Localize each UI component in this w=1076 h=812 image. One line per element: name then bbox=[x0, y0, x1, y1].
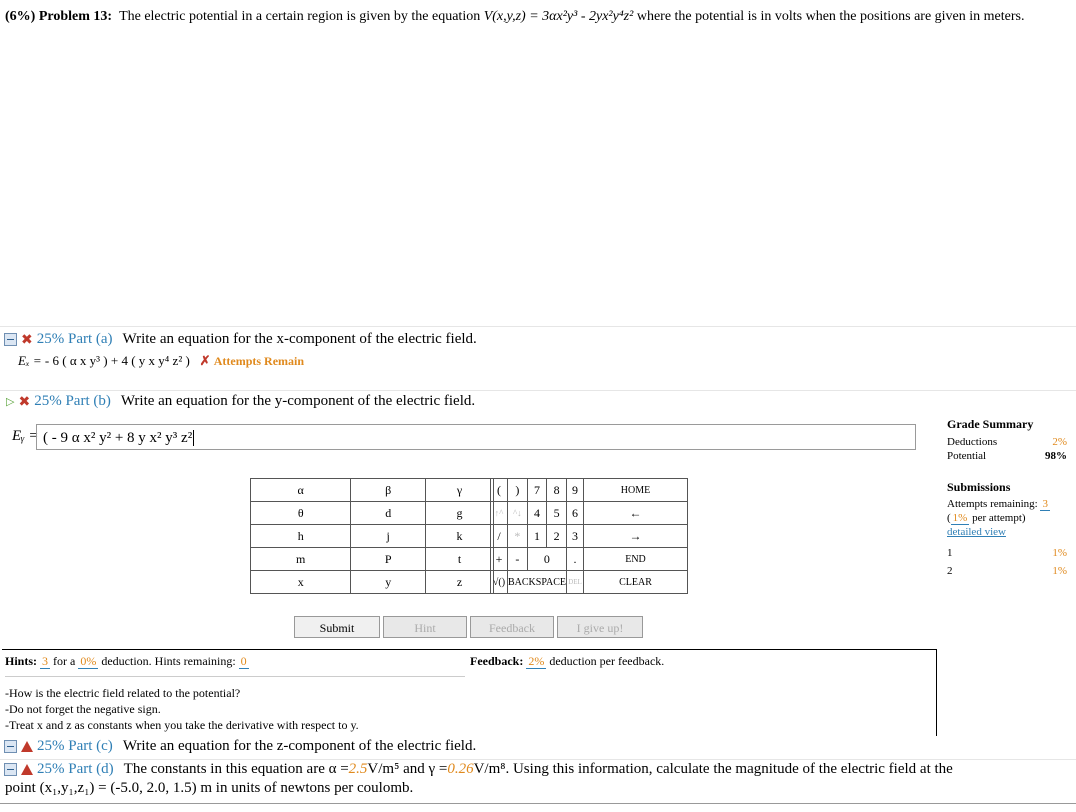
key-2[interactable]: 2 bbox=[547, 525, 567, 548]
feedback-summary bbox=[470, 654, 664, 669]
collapse-icon[interactable] bbox=[4, 333, 17, 346]
hints-list bbox=[5, 685, 359, 733]
warning-icon bbox=[21, 741, 33, 752]
submission-number: 1 bbox=[947, 547, 953, 559]
key-y[interactable]: y bbox=[351, 571, 426, 594]
key-theta[interactable]: θ bbox=[251, 502, 351, 525]
collapse-icon[interactable] bbox=[4, 740, 17, 753]
part-d-text4: point (x₁,y₁,z₁) = (-5.0, 2.0, 1.5) m in units of newtons per coulomb. bbox=[5, 780, 414, 796]
submission-number: 2 bbox=[947, 565, 953, 577]
part-c-text: Write an equation for the z-component of the electric field. bbox=[122, 738, 477, 754]
key-j[interactable]: j bbox=[351, 525, 426, 548]
part-c-title[interactable]: 25% Part (c) bbox=[37, 738, 113, 754]
per-attempt-suffix: per attempt) bbox=[972, 512, 1026, 524]
deductions-value: 2% bbox=[1052, 436, 1067, 448]
key-close-paren[interactable]: ) bbox=[508, 479, 528, 502]
part-b-title[interactable]: 25% Part (b) bbox=[34, 393, 111, 409]
key-3[interactable]: 3 bbox=[567, 525, 584, 548]
key-beta[interactable]: β bbox=[351, 479, 426, 502]
key-clear[interactable]: CLEAR bbox=[584, 571, 688, 594]
key-left-arrow[interactable]: ← bbox=[584, 502, 688, 525]
key-divide[interactable]: / bbox=[491, 525, 508, 548]
key-open-paren[interactable]: ( bbox=[491, 479, 508, 502]
key-gamma[interactable]: γ bbox=[426, 479, 494, 502]
key-5[interactable]: 5 bbox=[547, 502, 567, 525]
hints-pct: 0% bbox=[80, 654, 97, 668]
part-a-answer-label: Eₓ = bbox=[18, 353, 45, 368]
hint-item: -Do not forget the negative sign. bbox=[5, 702, 161, 716]
key-minus[interactable]: - bbox=[508, 548, 528, 571]
part-a-header bbox=[4, 331, 477, 348]
part-a-answer-value: - 6 ( α x y³ ) + 4 ( y x y⁴ z² ) bbox=[44, 353, 190, 368]
key-del[interactable]: DEL bbox=[567, 571, 584, 594]
key-m[interactable]: m bbox=[251, 548, 351, 571]
problem-statement bbox=[5, 7, 1065, 26]
key-x[interactable]: x bbox=[251, 571, 351, 594]
feedback-text: deduction per feedback. bbox=[549, 654, 665, 668]
key-d[interactable]: d bbox=[351, 502, 426, 525]
submission-row bbox=[947, 565, 1067, 577]
hints-for-a: for a bbox=[53, 654, 76, 668]
submission-row bbox=[947, 547, 1067, 559]
submission-deduction: 1% bbox=[1052, 565, 1067, 577]
key-4[interactable]: 4 bbox=[527, 502, 547, 525]
warning-icon bbox=[21, 764, 33, 775]
grade-summary-title: Grade Summary bbox=[947, 417, 1034, 431]
key-z[interactable]: z bbox=[426, 571, 494, 594]
key-superscript-down[interactable]: ^↓ bbox=[508, 502, 528, 525]
per-attempt-value: 1% bbox=[952, 512, 968, 524]
key-0[interactable]: 0 bbox=[527, 548, 566, 571]
key-backspace[interactable]: BACKSPACE bbox=[508, 571, 567, 594]
expand-triangle-icon[interactable]: ▷ bbox=[6, 395, 15, 408]
variable-keypad bbox=[250, 478, 494, 594]
problem-weight: (6%) bbox=[5, 9, 36, 24]
part-d-text2: V/m⁵ and γ = bbox=[367, 761, 448, 777]
hints-divider bbox=[5, 676, 465, 677]
part-d-title[interactable]: 25% Part (d) bbox=[37, 761, 114, 777]
part-d-text1: The constants in this equation are α = bbox=[123, 761, 349, 777]
key-k[interactable]: k bbox=[426, 525, 494, 548]
alpha-value: 2.5 bbox=[348, 761, 368, 777]
feedback-pct: 2% bbox=[528, 654, 545, 668]
gamma-value: 0.26 bbox=[447, 761, 474, 777]
part-a-text: Write an equation for the x-component of the electric field. bbox=[122, 331, 477, 347]
problem-text: The electric potential in a certain region is given by the equation bbox=[119, 9, 484, 24]
attempts-remain: Attempts Remain bbox=[213, 354, 305, 368]
give-up-button[interactable]: I give up! bbox=[557, 616, 643, 638]
submission-deduction: 1% bbox=[1052, 547, 1067, 559]
part-d-text3: V/m⁸. Using this information, calculate the magnitude of the electric field at the bbox=[473, 761, 953, 777]
deductions-label: Deductions bbox=[947, 436, 998, 448]
key-home[interactable]: HOME bbox=[584, 479, 688, 502]
key-superscript-up[interactable]: ↑^ bbox=[491, 502, 508, 525]
key-multiply[interactable]: * bbox=[508, 525, 528, 548]
key-t[interactable]: t bbox=[426, 548, 494, 571]
hints-count: 3 bbox=[42, 654, 49, 668]
hints-deduction: deduction. Hints remaining: bbox=[101, 654, 236, 668]
key-alpha[interactable]: α bbox=[251, 479, 351, 502]
part-b-header bbox=[6, 393, 475, 410]
part-d-header bbox=[4, 761, 953, 778]
part-a-title[interactable]: 25% Part (a) bbox=[36, 331, 113, 347]
incorrect-icon: ✖ bbox=[18, 393, 31, 410]
part-b-answer-label: Eᵧ = bbox=[12, 428, 39, 444]
submit-button[interactable]: Submit bbox=[294, 616, 380, 638]
hint-item: -Treat x and z as constants when you take the derivative with respect to y. bbox=[5, 718, 359, 732]
attempts-value: 3 bbox=[1042, 498, 1048, 510]
part-c-header bbox=[4, 738, 476, 755]
text-cursor bbox=[193, 430, 194, 446]
answer-input-value: ( - 9 α x² y² + 8 y x² y³ z² bbox=[43, 430, 193, 446]
key-6[interactable]: 6 bbox=[567, 502, 584, 525]
hint-item: -How is the electric field related to the potential? bbox=[5, 686, 241, 700]
hints-summary bbox=[5, 654, 249, 669]
key-right-arrow[interactable]: → bbox=[584, 525, 688, 548]
key-plus[interactable]: + bbox=[491, 548, 508, 571]
divider bbox=[0, 759, 1076, 760]
potential-label: Potential bbox=[947, 450, 987, 462]
grade-summary: Grade Summary Deductions 2% Potential 98% Submissions Attempts remaining: 3 ( 1% per attempt) detailed view 1 1% 2 1% bbox=[947, 417, 1067, 577]
attempts-label: Attempts remaining: bbox=[947, 498, 1038, 510]
key-8[interactable]: 8 bbox=[547, 479, 567, 502]
key-h[interactable]: h bbox=[251, 525, 351, 548]
key-sqrt[interactable]: √() bbox=[491, 571, 508, 594]
hints-label: Hints: bbox=[5, 654, 38, 668]
number-keypad bbox=[490, 478, 688, 594]
incorrect-icon: ✖ bbox=[21, 331, 33, 348]
divider bbox=[0, 326, 1076, 327]
key-decimal[interactable]: . bbox=[567, 548, 584, 571]
problem-text-after: where the potential is in volts when the positions are given in meters. bbox=[633, 9, 1025, 24]
divider bbox=[0, 390, 1076, 391]
key-9[interactable]: 9 bbox=[567, 479, 584, 502]
key-end[interactable]: END bbox=[584, 548, 688, 571]
cross-icon: ✗ bbox=[199, 353, 211, 368]
submissions-title: Submissions bbox=[947, 480, 1011, 494]
detailed-view-link[interactable]: detailed view bbox=[947, 526, 1006, 538]
key-7[interactable]: 7 bbox=[527, 479, 547, 502]
potential-value: 98% bbox=[1045, 450, 1067, 462]
part-b-text: Write an equation for the y-component of the electric field. bbox=[120, 393, 476, 409]
answer-input[interactable] bbox=[36, 424, 916, 450]
hints-remaining: 0 bbox=[240, 654, 247, 668]
feedback-label: Feedback: bbox=[470, 654, 524, 668]
divider bbox=[0, 803, 1076, 804]
problem-label: Problem 13: bbox=[38, 9, 113, 24]
key-g[interactable]: g bbox=[426, 502, 494, 525]
feedback-button[interactable]: Feedback bbox=[470, 616, 554, 638]
collapse-icon[interactable] bbox=[4, 763, 17, 776]
key-1[interactable]: 1 bbox=[527, 525, 547, 548]
hint-button[interactable]: Hint bbox=[383, 616, 467, 638]
problem-equation: V(x,y,z) = 3αx²y³ - 2yx²y⁴z² bbox=[483, 9, 634, 24]
key-p[interactable]: P bbox=[351, 548, 426, 571]
part-a-answer bbox=[18, 353, 304, 369]
